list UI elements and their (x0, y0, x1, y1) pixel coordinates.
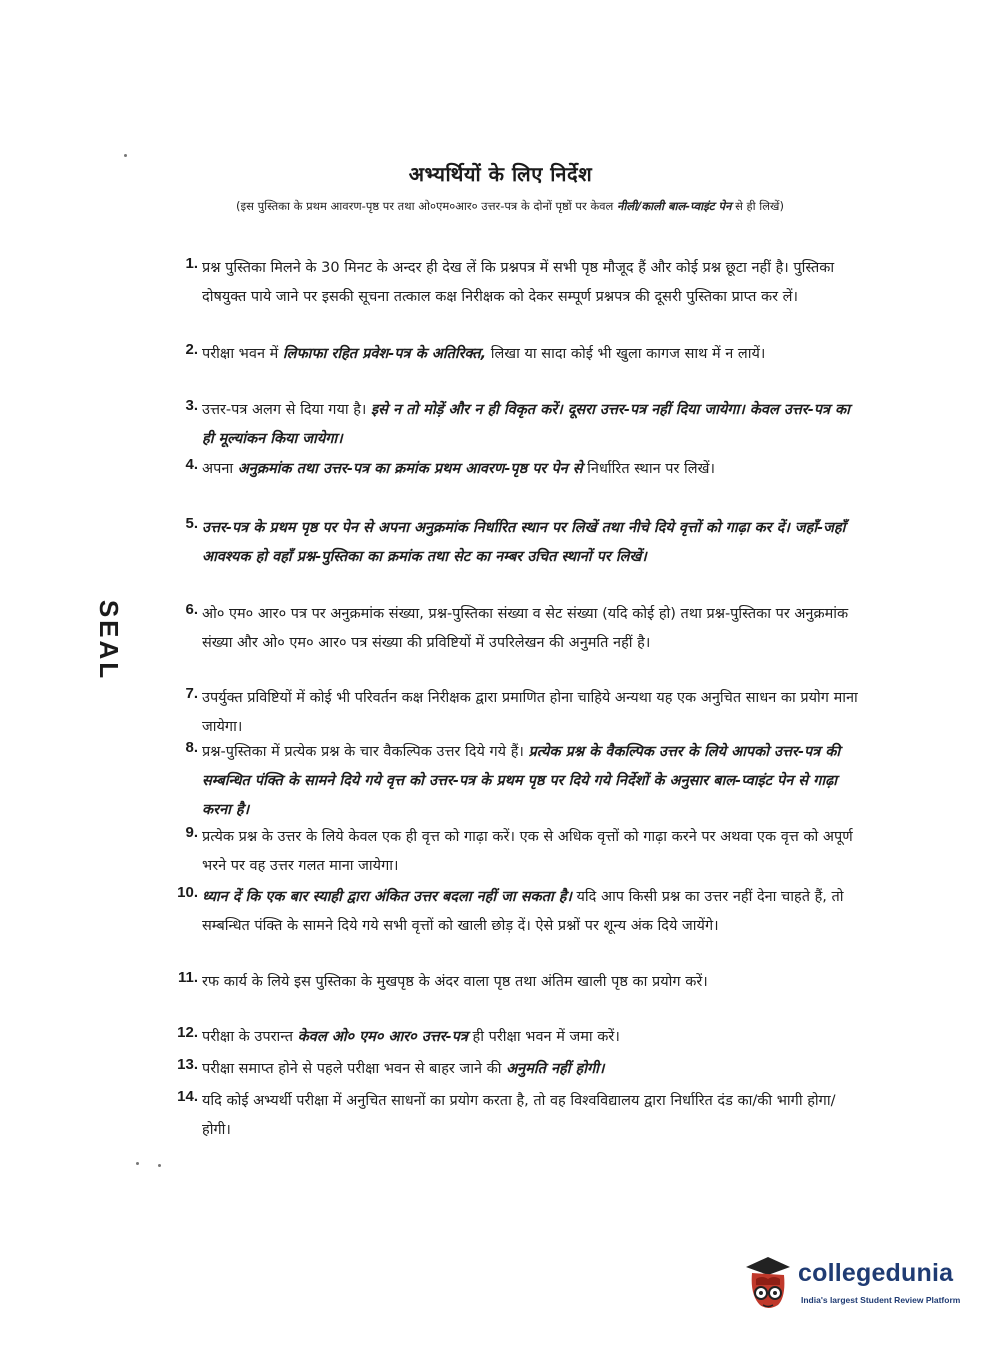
instruction-text-part: परीक्षा समाप्त होने से पहले परीक्षा भवन से बाहर जाने की (202, 1061, 502, 1077)
instruction-text: रफ कार्य के लिये इस पुस्तिका के मुखपृष्ठ के अंदर वाला पृष्ठ तथा अंतिम खाली पृष्ठ का प्रयोग करें। (202, 974, 708, 990)
instruction-11 (172, 968, 862, 997)
instruction-text-part: परीक्षा भवन में (202, 346, 279, 362)
instruction-text-part: परीक्षा के उपरान्त (202, 1029, 294, 1045)
instruction-text (202, 1055, 862, 1084)
instruction-number: 5. (185, 515, 198, 532)
logo-tagline: India's largest Student Review Platform (801, 1295, 961, 1305)
instruction-text (202, 1023, 862, 1052)
instruction-number: 1. (185, 255, 198, 272)
instruction-number: 7. (185, 685, 198, 702)
page-subtitle (160, 199, 860, 214)
instruction-4 (172, 455, 862, 484)
subtitle-emphasis: नीली/काली बाल-प्वाइंट पेन (617, 199, 732, 213)
instruction-emphasis: अनुक्रमांक तथा उत्तर-पत्र का क्रमांक प्रथम आवरण-पृष्ठ पर पेन से (237, 461, 583, 477)
instruction-emphasis: ध्यान दें कि एक बार स्याही द्वारा अंकित उत्तर बदला नहीं जा सकता है। (202, 889, 572, 905)
instruction-number: 13. (177, 1056, 198, 1073)
instruction-emphasis: केवल ओ० एम० आर० उत्तर-पत्र (297, 1029, 468, 1045)
instruction-7 (172, 684, 862, 742)
instruction-number: 11. (177, 969, 198, 986)
instruction-emphasis: प्रत्येक प्रश्न के वैकल्पिक उत्तर के लिये आपको उत्तर-पत्र की सम्बन्धित पंक्ति के सामने दिये गये वृत्त को उत्तर-पत्र के प्रथम पृष्ठ पर दिये गये निर्देशों के अनुसार बाल-प्वाइंट पेन से गाढ़ा करना है। (202, 744, 841, 818)
instruction-text-part: प्रश्न-पुस्तिका में प्रत्येक प्रश्न के चार वैकल्पिक उत्तर दिये गये हैं। (202, 744, 524, 760)
instruction-number: 3. (185, 397, 198, 414)
instruction-text: ओ० एम० आर० पत्र पर अनुक्रमांक संख्या, प्रश्न-पुस्तिका संख्या व सेट संख्या (यदि कोई हो) तथा प्रश्न-पुस्तिका पर अनुक्रमांक संख्या और ओ० एम० आर० पत्र संख्या की प्रविष्टियों में उपरिलेखन की अनुमति नहीं है। (202, 606, 849, 651)
subtitle-text: (इस पुस्तिका के प्रथम आवरण-पृष्ठ पर तथा ओ०एम०आर० उत्तर-पत्र के दोनों पृष्ठों पर केवल (236, 199, 614, 213)
instruction-10 (172, 883, 862, 941)
instruction-text-part: यदि आप किसी प्रश्न का उत्तर नहीं देना चाहते हैं, तो सम्बन्धित पंक्ति के सामने दिये गये सभी वृत्तों को खाली छोड़ दें। ऐसे प्रश्नों पर शून्य अंक दिये जायेंगे। (202, 889, 844, 934)
seal-text: SEAL (94, 599, 125, 681)
instruction-text: प्रत्येक प्रश्न के उत्तर के लिये केवल एक ही वृत्त को गाढ़ा करें। एक से अधिक वृत्तों को गाढ़ा करने पर अथवा एक वृत्त को अपूर्ण भरने पर वह उत्तर गलत माना जायेगा। (202, 829, 853, 874)
instruction-text (202, 883, 862, 941)
instruction-text: यदि कोई अभ्यर्थी परीक्षा में अनुचित साधनों का प्रयोग करता है, तो वह विश्वविद्यालय द्वारा निर्धारित दंड का/की भागी होगा/होगी। (202, 1093, 836, 1138)
instruction-number: 10. (177, 884, 198, 901)
mascot-icon (742, 1255, 794, 1313)
instruction-number: 2. (185, 341, 198, 358)
instruction-number: 12. (177, 1024, 198, 1041)
instruction-emphasis: इसे न तो मोड़ें और न ही विकृत करें। दूसरा उत्तर-पत्र नहीं दिया जायेगा। केवल उत्तर-पत्र का ही मूल्यांकन किया जायेगा। (202, 402, 850, 447)
subtitle-end: से ही लिखें) (735, 199, 784, 213)
instruction-text: उत्तर-पत्र के प्रथम पृष्ठ पर पेन से अपना अनुक्रमांक निर्धारित स्थान पर लिखें तथा नीचे दिये वृत्तों को गाढ़ा कर दें। जहाँ-जहाँ आवश्यक हो वहाँ प्रश्न-पुस्तिका का क्रमांक तथा सेट का नम्बर उचित स्थानों पर लिखें। (202, 520, 846, 565)
instruction-number: 4. (185, 456, 198, 473)
instruction-number: 9. (185, 824, 198, 841)
scan-speck (158, 1164, 161, 1167)
instruction-12 (172, 1023, 862, 1052)
instruction-text: उपर्युक्त प्रविष्टियों में कोई भी परिवर्तन कक्ष निरीक्षक द्वारा प्रमाणित होना चाहिये अन्यथा यह एक अनुचित साधन का प्रयोग माना जायेगा। (202, 690, 858, 735)
instruction-2 (172, 340, 862, 369)
instruction-number: 6. (185, 601, 198, 618)
instruction-text (202, 396, 862, 454)
collegedunia-logo (742, 1255, 972, 1315)
instruction-text: प्रश्न पुस्तिका मिलने के 30 मिनट के अन्दर ही देख लें कि प्रश्नपत्र में सभी पृष्ठ मौजूद हैं और कोई प्रश्न छूटा नहीं है। पुस्तिका दोषयुक्त पाये जाने पर इसकी सूचना तत्काल कक्ष निरीक्षक को देकर सम्पूर्ण प्रश्नपत्र की दूसरी पुस्तिका प्राप्त कर लें। (202, 260, 835, 305)
logo-brand: collegedunia (798, 1259, 954, 1287)
instruction-text-part: अपना (202, 461, 234, 477)
page-title: अभ्यर्थियों के लिए निर्देश (408, 162, 593, 186)
instruction-number: 8. (185, 739, 198, 756)
instruction-8 (172, 738, 862, 825)
scan-speck (136, 1162, 139, 1165)
scan-speck (124, 154, 127, 157)
instruction-text-part: ही परीक्षा भवन में जमा करें। (472, 1029, 620, 1045)
instruction-number: 14. (177, 1088, 198, 1105)
instruction-text-part: उत्तर-पत्र अलग से दिया गया है। (202, 402, 367, 418)
instruction-1 (172, 254, 862, 312)
seal-stamp (84, 599, 134, 681)
instruction-text-part: लिखा या सादा कोई भी खुला कागज साथ में न लायें। (490, 346, 766, 362)
instruction-9 (172, 823, 862, 881)
instruction-14 (172, 1087, 862, 1145)
instruction-text (202, 738, 862, 825)
instruction-13 (172, 1055, 862, 1084)
instruction-text-part: निर्धारित स्थान पर लिखें। (587, 461, 715, 477)
instruction-3 (172, 396, 862, 454)
instruction-5 (172, 514, 862, 572)
instruction-text (202, 455, 862, 484)
instruction-6 (172, 600, 862, 658)
instruction-text (202, 340, 862, 369)
instruction-emphasis: लिफाफा रहित प्रवेश-पत्र के अतिरिक्त, (282, 346, 487, 362)
instruction-emphasis: अनुमति नहीं होगी। (506, 1061, 605, 1077)
